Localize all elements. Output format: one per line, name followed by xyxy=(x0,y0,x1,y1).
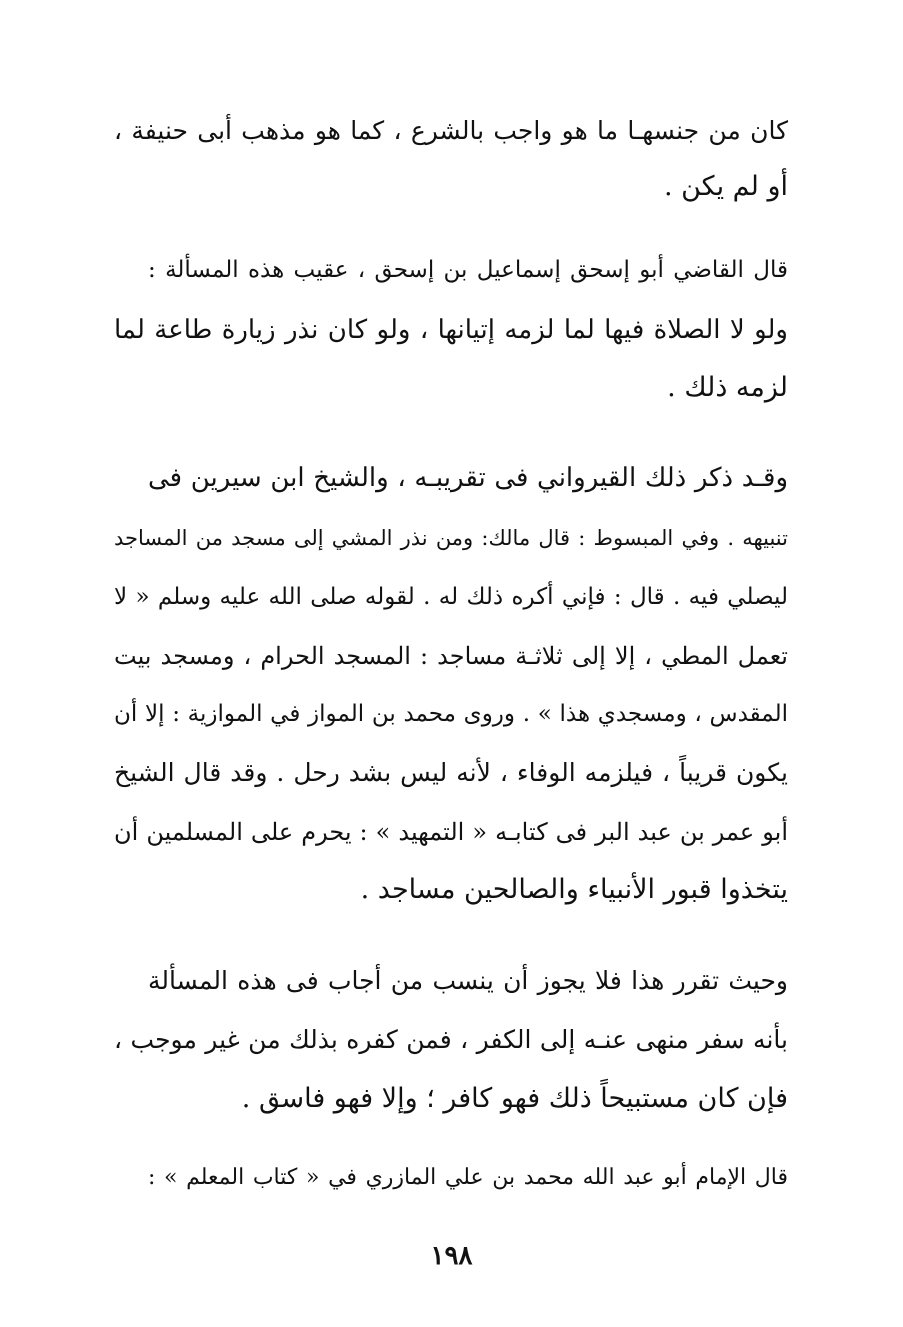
text-line: أبو عمر بن عبد البر فى كتابـه « التمهيد » : يحرم على المسلمين أن xyxy=(114,818,789,846)
text-line: المقدس ، ومسجدي هذا » . وروى محمد بن المواز في الموازية : إلا أن xyxy=(114,701,788,727)
page-number: ١٩٨ xyxy=(430,1241,473,1271)
text-line: وحيث تقرر هذا فلا يجوز أن ينسب من أجاب فى هذه المسألة xyxy=(148,966,788,995)
text-line: أو لم يكن . xyxy=(663,171,788,202)
text-line: يكون قريباً ، فيلزمه الوفاء ، لأنه ليس بشد رحل . وقد قال الشيخ xyxy=(114,758,788,787)
text-line: قال الإمام أبو عبد الله محمد بن علي المازري في « كتاب المعلم » : xyxy=(148,1165,788,1190)
text-line: وقـد ذكر ذلك القيرواني فى تقريبـه ، والشيخ ابن سيرين فى xyxy=(148,463,788,493)
text-line: تعمل المطي ، إلا إلى ثلاثـة مساجد : المسجد الحرام ، ومسجد بيت xyxy=(114,642,788,670)
text-line: تنبيهه . وفي المبسوط : قال مالك: ومن نذر المشي إلى مسجد من المساجد xyxy=(114,526,788,550)
text-line: قال القاضي أبو إسحق إسماعيل بن إسحق ، عقيب هذه المسألة : xyxy=(148,257,788,283)
text-line: يتخذوا قبور الأنبياء والصالحين مساجد . xyxy=(360,874,788,905)
text-line: لزمه ذلك . xyxy=(667,372,788,403)
text-line: بأنه سفر منهى عنـه إلى الكفر ، فمن كفره بذلك من غير موجب ، xyxy=(114,1025,788,1054)
text-line: ولو لا الصلاة فيها لما لزمه إتيانها ، ولو كان نذر زيارة طاعة لما xyxy=(114,315,788,345)
text-line: كان من جنسهـا ما هو واجب بالشرع ، كما هو مذهب أبى حنيفة ، xyxy=(114,116,788,145)
text-line: فإن كان مستبيحاً ذلك فهو كافر ؛ وإلا فهو فاسق . xyxy=(241,1083,788,1114)
text-line: ليصلي فيه . قال : فإني أكره ذلك له . لقوله صلى الله عليه وسلم « لا xyxy=(114,584,788,610)
